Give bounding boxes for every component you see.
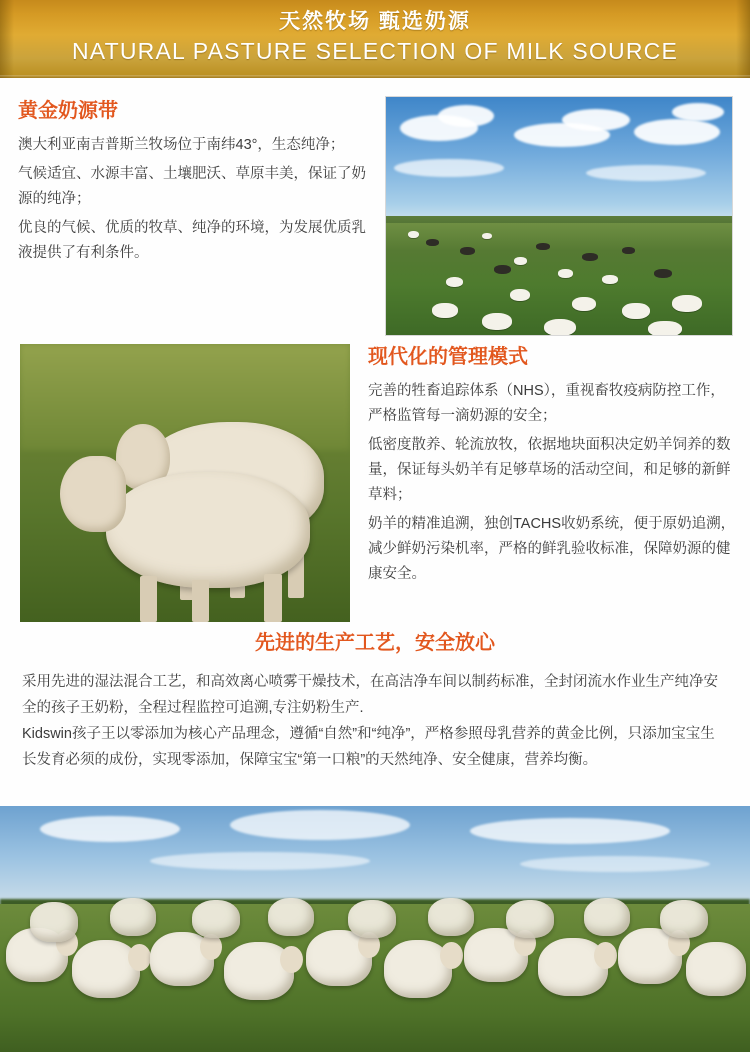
grazing-animal [582,253,598,261]
grazing-sheep [482,233,492,239]
grazing-sheep [432,303,458,318]
process-title: 先进的生产工艺，安全放心 [255,632,495,654]
cloud-shape [586,165,706,181]
grazing-animal [494,265,511,274]
cloud-shape [634,119,720,145]
grazing-sheep [408,231,419,238]
section-modern-management [0,336,750,626]
flock-sheep-head [128,944,151,971]
golden-belt-paragraph-3: 优良的气候、优质的牧草、纯净的环境，为发展优质乳液提供了有利条件。 [18,220,366,261]
management-paragraph-2: 低密度散养、轮流放牧，依据地块面积决定奶羊饲养的数量，保证每头奶羊有足够草场的活动空间，和足够的新鲜草料； [368,437,731,503]
cloud-shape [438,105,494,127]
page-banner [0,0,750,78]
grazing-sheep [558,269,573,278]
flock-sheep [584,898,630,936]
banner-title-en: NATURAL PASTURE SELECTION OF MILK SOURCE [71,38,679,64]
cloud-shape [520,856,710,872]
process-body [0,669,750,773]
flock-sheep [30,902,78,942]
grazing-sheep [510,289,530,301]
grazing-sheep [482,313,512,330]
golden-belt-paragraph-2: 气候适宜、水源丰富、土壤肥沃、草原丰美，保证了奶源的纯净； [18,166,366,207]
grazing-animal [426,239,439,246]
cloud-shape [672,103,724,121]
golden-belt-text-column [18,98,370,270]
flock-photo [0,806,750,1052]
grazing-sheep [672,295,702,312]
grazing-sheep [648,321,682,336]
grazing-sheep [572,297,596,311]
sheep-body [106,472,310,588]
cloud-shape [470,818,670,844]
cloud-shape [150,852,370,870]
management-title: 现代化的管理模式 [368,346,528,368]
flock-sheep [686,942,746,996]
flock-sheep [192,900,240,938]
section-golden-milk-belt [0,78,750,336]
grazing-sheep [544,319,576,336]
management-paragraph-3: 奶羊的精准追溯，独创TACHS收奶系统，便于原奶追溯，减少鲜奶污染机率，严格的鲜乳验收标准，保障奶源的健康安全。 [368,516,736,582]
process-paragraph-2: Kidswin孩子王以零添加为核心产品理念，遵循“自然”和“纯净”，严格参照母乳营养的黄金比例，只添加宝宝生长发育必须的成份，实现零添加，保障宝宝“第一口粮”的天然纯净、安全健康，营养均衡。 [22,726,715,768]
grazing-animal [654,269,672,278]
flock-sheep [110,898,156,936]
grazing-animal [622,247,635,254]
grazing-animal [460,247,475,255]
sheep-leg [264,574,282,622]
grazing-animal [536,243,550,250]
cloud-shape [230,810,410,840]
grazing-sheep [514,257,527,265]
pasture-photo [385,96,733,336]
banner-right-edge [736,0,750,78]
sheep-leg [192,580,209,622]
flock-sheep-head [440,942,463,969]
sheep-closeup-photo [20,344,350,622]
management-paragraph-1: 完善的牲畜追踪体系（NHS），重视畜牧疫病防控工作，严格监管每一滴奶源的安全； [368,383,725,424]
process-paragraph-1: 采用先进的湿法混合工艺，和高效离心喷雾干燥技术，在高洁净车间以制药标准，全封闭流水作业生产纯净安全的孩子王奶粉，全程过程监控可追溯,专注奶粉生产. [22,674,718,716]
management-text-column [368,344,736,591]
banner-title-cn: 天然牧场 甄选奶源 [279,10,471,33]
flock-sheep-head [280,946,303,973]
cloud-shape [40,816,180,842]
grazing-sheep [602,275,618,284]
flock-sheep [506,900,554,938]
flock-sheep [348,900,396,938]
golden-belt-title: 黄金奶源带 [18,100,118,122]
cloud-shape [562,109,630,131]
flock-sheep [268,898,314,936]
sheep-leg [140,576,157,622]
sheep-head [60,456,126,532]
flock-sheep [428,898,474,936]
banner-left-edge [0,0,14,78]
section-production-process [0,626,750,810]
golden-belt-paragraph-1: 澳大利亚南吉普斯兰牧场位于南纬43°，生态纯净； [18,137,345,153]
cloud-shape [394,159,504,177]
flock-sheep [660,900,708,938]
grazing-sheep [446,277,463,287]
flock-sheep-head [594,942,617,969]
grazing-sheep [622,303,650,319]
